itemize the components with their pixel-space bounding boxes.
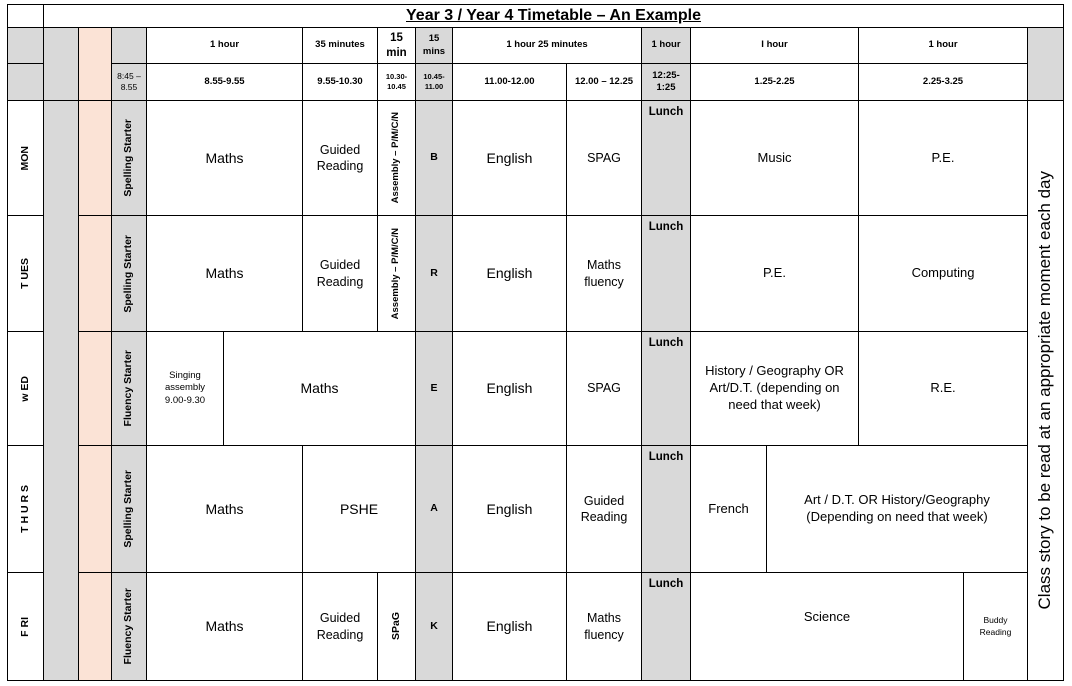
time-t1-text: 8.55-9.55 bbox=[204, 75, 245, 87]
mon-assembly-text: Assembly – P/M/C/N bbox=[390, 112, 402, 204]
tues-assembly-text: Assembly – P/M/C/N bbox=[390, 227, 402, 320]
english-fri-text: English bbox=[486, 618, 533, 635]
duration-d3 bbox=[377, 27, 416, 64]
thurs-guided-reading-text: Guided Reading bbox=[580, 493, 628, 524]
day-label-tues-text: T UES bbox=[18, 258, 31, 289]
duration-d8 bbox=[858, 27, 1028, 64]
english-tues-text: English bbox=[486, 265, 533, 282]
tues-maths-fluency bbox=[566, 215, 642, 332]
time-t7-text: 12:25-1:25 bbox=[652, 69, 680, 93]
time-t3 bbox=[377, 63, 416, 101]
fri-guided-reading bbox=[302, 572, 378, 681]
tues-computing bbox=[858, 215, 1028, 332]
duration-d8-text: 1 hour bbox=[928, 39, 958, 51]
header-side-strip bbox=[1027, 27, 1064, 101]
starter-mon bbox=[111, 100, 147, 216]
wed-re bbox=[858, 331, 1028, 446]
fri-maths-text: Maths bbox=[205, 618, 244, 635]
thurs-guided-reading bbox=[566, 445, 642, 573]
lunch-thurs-text: Lunch bbox=[648, 451, 684, 463]
header-pink-strip bbox=[78, 27, 112, 101]
duration-d2-text: 35 minutes bbox=[315, 39, 365, 51]
mon-pe bbox=[858, 100, 1028, 216]
lunch-tues-text: Lunch bbox=[648, 221, 684, 233]
letter-mon-text: B bbox=[430, 151, 438, 164]
duration-d1-text: 1 hour bbox=[209, 39, 240, 51]
mon-maths-text: Maths bbox=[205, 149, 244, 166]
letter-fri-text: K bbox=[430, 619, 438, 632]
time-t7 bbox=[641, 63, 691, 101]
starter-wed-text: Fluency Starter bbox=[122, 350, 135, 427]
corner-cell bbox=[7, 4, 44, 28]
time-t9-text: 2.25-3.25 bbox=[922, 75, 964, 87]
day-label-mon-text: MON bbox=[18, 145, 31, 171]
fri-science-text: Science bbox=[803, 609, 851, 624]
grey-strip bbox=[43, 100, 79, 681]
fri-buddy-reading bbox=[963, 572, 1028, 681]
starter-thurs bbox=[111, 445, 147, 573]
tues-assembly bbox=[377, 215, 416, 332]
thurs-maths-text: Maths bbox=[205, 500, 244, 517]
tues-pe-text: P.E. bbox=[763, 265, 786, 281]
starter-wed bbox=[111, 331, 147, 446]
duration-d1 bbox=[146, 27, 303, 64]
starter-mon-text: Spelling Starter bbox=[122, 119, 135, 197]
header-blank-cell bbox=[7, 27, 44, 64]
fri-maths-fluency-text: Maths fluency bbox=[584, 611, 624, 642]
time-t0 bbox=[111, 63, 147, 101]
fri-guided-reading-text: Guided Reading bbox=[316, 611, 364, 642]
time-t2 bbox=[302, 63, 378, 101]
pink-strip-mon bbox=[78, 100, 112, 216]
wed-singing-assembly-text: Singing assembly 9.00-9.30 bbox=[164, 369, 206, 406]
duration-d2 bbox=[302, 27, 378, 64]
pink-strip-tues bbox=[78, 215, 112, 332]
time-t6-text: 12.00 – 12.25 bbox=[574, 75, 634, 87]
mon-guided-reading bbox=[302, 100, 378, 216]
lunch-thurs bbox=[641, 445, 691, 573]
english-wed bbox=[452, 331, 567, 446]
duration-d6 bbox=[641, 27, 691, 64]
header-blank-cell bbox=[7, 63, 44, 101]
wed-humanities-text: History / Geography OR Art/D.T. (depending on need that week) bbox=[705, 363, 844, 412]
time-t9 bbox=[858, 63, 1028, 101]
mon-pe-text: P.E. bbox=[931, 149, 955, 165]
lunch-tues bbox=[641, 215, 691, 332]
letter-wed bbox=[415, 331, 453, 446]
lunch-wed-text: Lunch bbox=[648, 337, 684, 349]
thurs-french-text: French bbox=[708, 500, 749, 516]
wed-singing-assembly bbox=[146, 331, 224, 446]
starter-fri-text: Fluency Starter bbox=[122, 588, 135, 665]
tues-maths-fluency-text: Maths fluency bbox=[584, 258, 624, 289]
thurs-maths bbox=[146, 445, 303, 573]
time-t8 bbox=[690, 63, 859, 101]
tues-maths-text: Maths bbox=[205, 265, 244, 282]
header-grey-strip bbox=[43, 27, 79, 101]
english-wed-text: English bbox=[486, 380, 533, 397]
fri-spag bbox=[377, 572, 416, 681]
time-t5 bbox=[452, 63, 567, 101]
wed-spag-text: SPAG bbox=[587, 381, 621, 396]
tues-maths bbox=[146, 215, 303, 332]
letter-thurs bbox=[415, 445, 453, 573]
letter-thurs-text: A bbox=[430, 502, 438, 515]
starter-fri bbox=[111, 572, 147, 681]
thurs-art-dt bbox=[766, 445, 1028, 573]
duration-d4-text: 15 mins bbox=[422, 33, 446, 57]
tues-pe bbox=[690, 215, 859, 332]
duration-d7 bbox=[690, 27, 859, 64]
header-starter-strip bbox=[111, 27, 147, 64]
english-mon-text: English bbox=[486, 149, 533, 166]
mon-spag bbox=[566, 100, 642, 216]
fri-science bbox=[690, 572, 964, 681]
day-label-fri-text: F RI bbox=[18, 616, 31, 637]
mon-music bbox=[690, 100, 859, 216]
letter-fri bbox=[415, 572, 453, 681]
mon-spag-text: SPAG bbox=[587, 150, 621, 165]
starter-tues bbox=[111, 215, 147, 332]
wed-maths bbox=[223, 331, 416, 446]
time-t5-text: 11.00-12.00 bbox=[484, 75, 535, 87]
mon-guided-reading-text: Guided Reading bbox=[316, 142, 364, 173]
title-cell bbox=[43, 4, 1064, 28]
time-t1 bbox=[146, 63, 303, 101]
tues-guided-reading-text: Guided Reading bbox=[316, 258, 364, 289]
pink-strip-wed bbox=[78, 331, 112, 446]
duration-d3-text: 15 min bbox=[386, 31, 407, 59]
day-label-wed-text: w ED bbox=[18, 375, 31, 402]
time-t0-text: 8:45 – 8.55 bbox=[117, 70, 141, 92]
day-label-mon bbox=[7, 100, 44, 216]
side-note-cell bbox=[1027, 100, 1064, 681]
mon-maths bbox=[146, 100, 303, 216]
starter-thurs-text: Spelling Starter bbox=[122, 470, 135, 548]
english-mon bbox=[452, 100, 567, 216]
pink-strip-thurs bbox=[78, 445, 112, 573]
time-t4-text: 10.45-11.00 bbox=[423, 72, 445, 91]
duration-d5-text: 1 hour 25 minutes bbox=[506, 39, 588, 51]
title-cell-text: Year 3 / Year 4 Timetable – An Example bbox=[406, 6, 701, 24]
day-label-thurs-text: T H U R S bbox=[18, 485, 31, 533]
letter-tues bbox=[415, 215, 453, 332]
letter-tues-text: R bbox=[430, 266, 438, 279]
pink-strip-fri bbox=[78, 572, 112, 681]
fri-maths bbox=[146, 572, 303, 681]
time-t2-text: 9.55-10.30 bbox=[317, 75, 363, 87]
english-tues bbox=[452, 215, 567, 332]
thurs-french bbox=[690, 445, 767, 573]
lunch-mon bbox=[641, 100, 691, 216]
starter-tues-text: Spelling Starter bbox=[122, 234, 135, 313]
mon-assembly bbox=[377, 100, 416, 216]
duration-d4 bbox=[415, 27, 453, 64]
wed-spag bbox=[566, 331, 642, 446]
letter-mon bbox=[415, 100, 453, 216]
wed-maths-text: Maths bbox=[300, 380, 339, 397]
tues-guided-reading bbox=[302, 215, 378, 332]
duration-d5 bbox=[452, 27, 642, 64]
english-thurs-text: English bbox=[486, 500, 533, 517]
lunch-wed bbox=[641, 331, 691, 446]
english-fri bbox=[452, 572, 567, 681]
english-thurs bbox=[452, 445, 567, 573]
thurs-pshe-text: PSHE bbox=[339, 500, 379, 517]
lunch-mon-text: Lunch bbox=[648, 106, 684, 118]
duration-d6-text: 1 hour bbox=[651, 39, 681, 51]
wed-re-text: R.E. bbox=[930, 380, 956, 396]
letter-wed-text: E bbox=[430, 381, 438, 394]
fri-buddy-reading-text: Buddy Reading bbox=[979, 615, 1012, 637]
day-label-fri bbox=[7, 572, 44, 681]
lunch-fri-text: Lunch bbox=[648, 578, 684, 590]
duration-d7-text: I hour bbox=[761, 39, 788, 51]
thurs-art-dt-text: Art / D.T. OR History/Geography (Depending on need that week) bbox=[804, 492, 990, 524]
day-label-thurs bbox=[7, 445, 44, 573]
day-label-wed bbox=[7, 331, 44, 446]
time-t6 bbox=[566, 63, 642, 101]
tues-computing-text: Computing bbox=[911, 265, 975, 281]
time-t4 bbox=[415, 63, 453, 101]
mon-music-text: Music bbox=[757, 149, 792, 165]
time-t3-text: 10.30-10.45 bbox=[385, 72, 408, 91]
fri-maths-fluency bbox=[566, 572, 642, 681]
side-note-cell-text: Class story to be read at an appropriate moment each day bbox=[1035, 171, 1055, 610]
day-label-tues bbox=[7, 215, 44, 332]
time-t8-text: 1.25-2.25 bbox=[754, 75, 795, 87]
thurs-pshe bbox=[302, 445, 416, 573]
wed-humanities bbox=[690, 331, 859, 446]
lunch-fri bbox=[641, 572, 691, 681]
fri-spag-text: SPaG bbox=[389, 612, 402, 641]
